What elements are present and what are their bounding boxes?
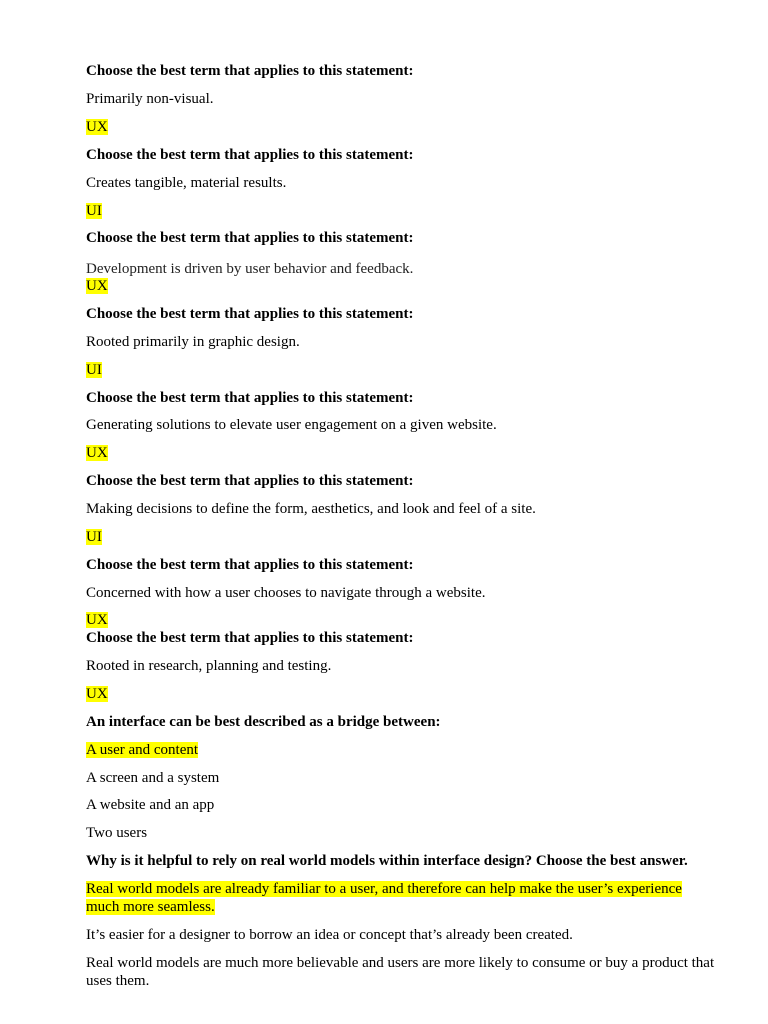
question-prompt: Choose the best term that applies to this statement: — [86, 390, 414, 406]
question-prompt: Choose the best term that applies to this statement: — [86, 473, 414, 489]
question-prompt: Choose the best term that applies to this statement: — [86, 630, 414, 646]
answer-highlight: UX — [86, 119, 108, 135]
answer-text — [86, 611, 108, 629]
statement-text: Generating solutions to elevate user engagement on a given website. — [86, 417, 497, 433]
answer-text — [86, 277, 108, 295]
answer-text — [86, 444, 108, 462]
answer-option: Real world models are much more believable and users are more likely to consume or buy a product that uses them. — [86, 955, 715, 989]
answer-option: A screen and a system — [86, 770, 220, 786]
answer-highlight: A user and content — [86, 742, 199, 758]
question-prompt: Choose the best term that applies to this statement: — [86, 63, 414, 79]
answer-highlight: UI — [86, 203, 102, 219]
interface-question: An interface can be best described as a bridge between: — [86, 714, 441, 730]
statement-text: Concerned with how a user chooses to navigate through a website. — [86, 585, 486, 601]
answer-text — [86, 528, 102, 546]
question-prompt: Choose the best term that applies to this statement: — [86, 557, 414, 573]
answer-text — [86, 685, 108, 703]
question-prompt: Choose the best term that applies to this statement: — [86, 230, 414, 246]
answer-highlight: UX — [86, 278, 108, 294]
statement-text: Rooted primarily in graphic design. — [86, 334, 300, 350]
answer-option: Two users — [86, 825, 148, 841]
answer-highlight: UX — [86, 445, 108, 461]
question-prompt: Choose the best term that applies to this statement: — [86, 147, 414, 163]
statement-text: Making decisions to define the form, aesthetics, and look and feel of a site. — [86, 501, 536, 517]
answer-text — [86, 118, 108, 136]
answer-option: It’s easier for a designer to borrow an idea or concept that’s already been created. — [86, 927, 573, 943]
question-prompt: Choose the best term that applies to this statement: — [86, 306, 414, 322]
answer-text — [86, 202, 102, 220]
statement-text: Rooted in research, planning and testing. — [86, 658, 332, 674]
answer-highlight: UX — [86, 612, 108, 628]
answer-option: A website and an app — [86, 797, 215, 813]
statement-text: Primarily non-visual. — [86, 91, 214, 107]
answer-text — [86, 361, 102, 379]
answer-option-correct — [86, 880, 708, 916]
answer-highlight: UI — [86, 362, 102, 378]
statement-text: Development is driven by user behavior and feedback. — [86, 261, 414, 277]
answer-highlight: Real world models are already familiar to a user, and therefore can help make the user’s experience much more seamless. — [86, 881, 682, 915]
answer-highlight: UI — [86, 529, 102, 545]
answer-option-correct — [86, 741, 198, 759]
answer-highlight: UX — [86, 686, 108, 702]
statement-text: Creates tangible, material results. — [86, 175, 287, 191]
models-question: Why is it helpful to rely on real world models within interface design? Choose the best answer. — [86, 853, 688, 869]
